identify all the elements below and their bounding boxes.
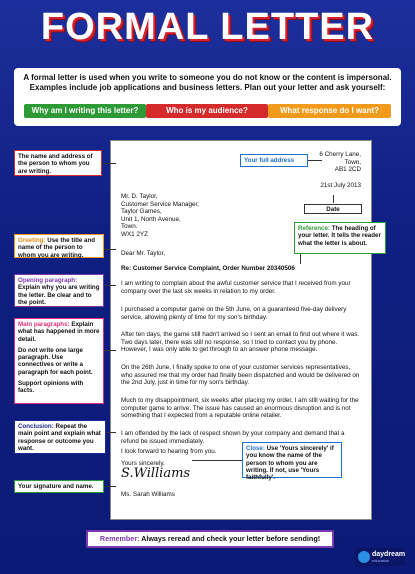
reference-annotation [294,222,386,254]
address-line: Town. [121,223,138,230]
annotation-text: Do not write one large paragraph. Use connectives or write a paragraph for each point. [18,346,93,376]
paragraph-main: Much to my disappointment, six weeks after placing my order, I am still waiting for the computer game to arrive. The issue has caused an enormous disruption and is not something that I expected from a reputable online retailer. [121,397,359,419]
annotation-label: Greeting: [18,237,46,244]
annotation-text: Explain why you are writing the letter. Be clear and to the point. [18,284,100,306]
sender-address [319,151,361,174]
paragraph-conclusion: I am offended by the lack of respect shown by your company and demand that a refund be issued immediately. [121,430,345,445]
printed-name: Ms. Sarah Williams [121,491,175,498]
your-address-annotation [240,154,308,167]
conclusion-annotation [14,420,106,454]
annotation-text: Your signature and name. [18,483,94,490]
question-row [24,104,391,118]
annotation-text: The name and address of the person to whom you are writing. [18,153,93,175]
annotation-label: Close: [246,445,265,452]
greeting: Dear Mr. Taylor, [121,250,165,257]
paragraph-closing-line: I look forward to hearing from you. [121,448,217,455]
annotation-label: Reference: [298,225,330,232]
letter-date: 21st July 2013 [320,182,361,189]
annotation-label: Conclusion: [18,423,54,430]
paragraph-main: On the 26th June, I finally spoke to one of your customer services representatives, who assured me that my order had finally been dispatched and would be delivered on the 2nd July, just in time for my son's birthday. [121,364,360,386]
leader-line [104,486,116,487]
address-line: AB1 2CD [334,166,361,173]
address-line: WX1 2YZ [121,230,148,238]
close-annotation [242,442,342,482]
paragraph-main: After ten days, the game still hadn't arrived so I sent an email to find out where it was. Two days later, there was still no response, so I tried to contact you by phone. However, I was only able to get through to an answer phone message. [121,331,360,353]
recipient-annotation [14,150,102,176]
leader-line [104,285,116,286]
annotation-text: Use the title and name of the person to whom you are writing. [18,237,96,259]
question-why: Why am I writing this letter? [24,104,146,118]
leader-line [192,460,242,461]
brand-icon [358,551,370,563]
annotation-text: Repeat the main point and explain what response or outcome you want. [18,423,101,452]
leader-line [102,163,116,164]
opening-annotation [14,274,104,307]
remember-label: Remember: [99,534,140,543]
intro-box [14,68,401,126]
address-line: Customer Service Manager, [121,200,200,208]
leader-line [300,254,301,264]
leader-line [333,195,334,203]
annotation-text: The heading of your letter. It tells the reader what the letter is about. [298,225,381,247]
remember-text: Always reread and check your letter before sending! [141,534,321,543]
paragraph-opening: I am writing to complain about the awful customer service that I received from your company over the last six weeks in relation to my order. [121,280,351,295]
signature: S.Williams [121,466,191,481]
greeting-annotation [14,234,104,258]
address-line: Town, [344,158,361,166]
annotation-text: Explain what has happened in more detail. [18,321,100,343]
annotation-text: Your full address [244,157,295,164]
brand-logo [355,548,405,566]
question-who: Who is my audience? [146,104,268,118]
question-what: What response do I want? [268,104,391,118]
remember-banner [86,530,334,548]
intro-text: A formal letter is used when you write to someone you do not know or the content is impersonal. Examples include job applications and business letters. Plan out your letter and ask yourself: [23,73,392,92]
brand-sub: education [372,558,390,563]
annotation-label: Opening paragraph: [18,277,78,284]
brand-name: daydream [372,551,406,558]
address-line: Unit 1, North Avenue, [121,215,181,223]
address-line: Mr. D. Taylor, [121,193,158,200]
address-line: 6 Cherry Lane, [319,151,361,158]
annotation-text: Support opinions with facts. [18,380,84,395]
date-annotation: Date [304,204,362,214]
leader-line [106,432,116,433]
recipient-address [121,193,199,238]
signature-annotation [14,480,104,493]
annotation-text: Use 'Yours sincerely' if you know the name of the person to whom you are writing. If not, use 'Yours faithfully'. [246,445,334,482]
annotation-label: Main paragraphs: [18,321,70,328]
reference-line: Re: Customer Service Complaint, Order Number 20340506 [121,265,295,272]
leader-line [104,350,116,351]
address-line: Taylor Games, [121,208,162,215]
paragraph-main: I purchased a computer game on the 5th June, on a guaranteed five-day delivery service, allowing plenty of time for my son's birthday. [121,306,347,321]
main-paragraphs-annotation [14,318,104,404]
closing: Yours sincerely, [121,460,165,467]
page-title: FORMAL LETTER [40,6,375,48]
leader-line [308,160,322,161]
leader-line [104,249,116,250]
